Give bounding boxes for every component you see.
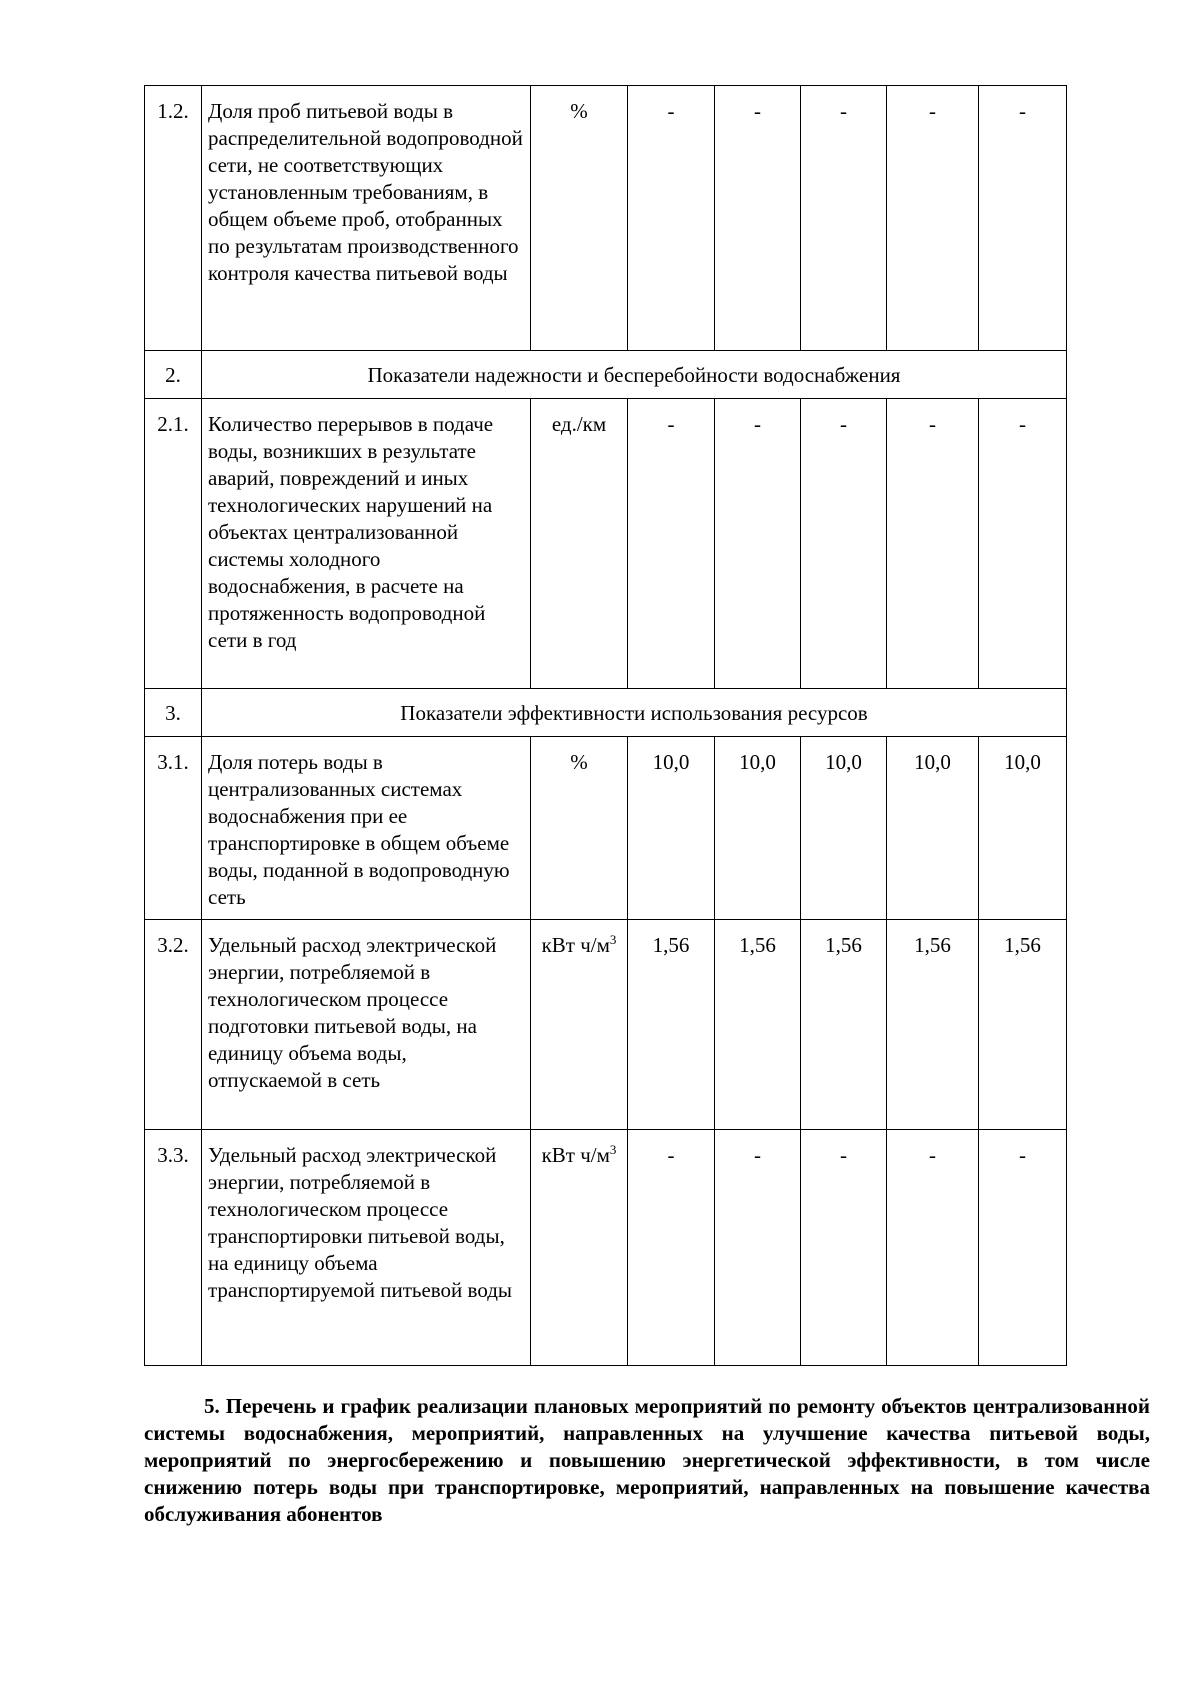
section-number: 3. [145,689,202,737]
unit-cell [531,737,628,920]
unit-text: ед./км [551,412,607,436]
section-title: Показатели эффективности использования ресурсов [202,689,1067,737]
value-cell: 1,56 [628,920,715,1130]
unit-cell [531,920,628,1130]
value-cell: - [979,399,1067,689]
value-cell: 1,56 [887,920,979,1130]
unit-text: кВт ч/м [541,1143,610,1167]
indicator-name: Удельный расход электрической энергии, потребляемой в технологическом процессе транспортировки питьевой воды, на единицу объема транспортируемой питьевой воды [202,1130,531,1366]
value-cell: 10,0 [887,737,979,920]
table-row [145,737,1067,920]
indicators-table [144,85,1067,1366]
unit-cell [531,86,628,351]
section-number: 2. [145,351,202,399]
value-cell: 10,0 [801,737,887,920]
value-cell: - [715,1130,801,1366]
value-cell: - [887,1130,979,1366]
value-cell: - [979,1130,1067,1366]
section-title: Показатели надежности и бесперебойности водоснабжения [202,351,1067,399]
section-row [145,351,1067,399]
value-cell: - [887,86,979,351]
indicator-name: Доля проб питьевой воды в распределительной водопроводной сети, не соответствующих установленным требованиям, в общем объеме проб, отобранных по результатам производственного контроля качества питьевой воды [202,86,531,351]
value-cell: 1,56 [801,920,887,1130]
value-cell: - [887,399,979,689]
value-cell: - [715,86,801,351]
value-cell: - [801,86,887,351]
value-cell: 10,0 [979,737,1067,920]
indicator-name: Доля потерь воды в централизованных системах водоснабжения при ее транспортировке в общем объеме воды, поданной в водопроводную сеть [202,737,531,920]
value-cell: 10,0 [715,737,801,920]
unit-cell [531,399,628,689]
indicator-name: Удельный расход электрической энергии, потребляемой в технологическом процессе подготовки питьевой воды, на единицу объема воды, отпускаемой в сеть [202,920,531,1130]
value-cell: - [628,1130,715,1366]
table-row [145,1130,1067,1366]
value-cell: - [979,86,1067,351]
unit-superscript: 3 [609,1142,617,1157]
row-number: 3.3. [145,1130,202,1366]
row-number: 2.1. [145,399,202,689]
value-cell: - [628,399,715,689]
value-cell: 1,56 [715,920,801,1130]
section-row [145,689,1067,737]
value-cell: 10,0 [628,737,715,920]
row-number: 3.2. [145,920,202,1130]
unit-text: % [570,99,588,123]
unit-text: кВт ч/м [541,933,610,957]
section-5-heading: 5. Перечень и график реализации плановых мероприятий по ремонту объектов централизованной системы водоснабжения, мероприятий, направленных на улучшение качества питьевой воды, мероприятий по энергосбережению и повышению энергетической эффективности, в том числе снижению потерь воды при транспортировке, мероприятий, направленных на повышение качества обслуживания абонентов [144,1394,1150,1526]
value-cell: - [801,399,887,689]
row-number: 3.1. [145,737,202,920]
unit-superscript: 3 [609,932,617,947]
unit-text: % [570,750,588,774]
value-cell: - [628,86,715,351]
table-row [145,920,1067,1130]
indicator-name: Количество перерывов в подаче воды, возникших в результате аварий, повреждений и иных технологических нарушений на объектах централизованной системы холодного водоснабжения, в расчете на протяженность водопроводной сети в год [202,399,531,689]
table-row [145,86,1067,351]
value-cell: - [801,1130,887,1366]
value-cell: 1,56 [979,920,1067,1130]
table-row [145,399,1067,689]
unit-cell [531,1130,628,1366]
value-cell: - [715,399,801,689]
row-number: 1.2. [145,86,202,351]
